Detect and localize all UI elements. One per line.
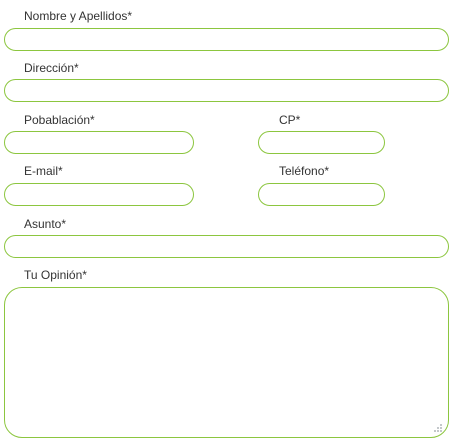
poblacion-label: Pobablación* [24, 113, 95, 127]
opinion-textarea[interactable] [4, 287, 449, 438]
email-input[interactable] [4, 183, 194, 206]
nombre-input[interactable] [4, 28, 449, 51]
telefono-input[interactable] [258, 183, 385, 206]
opinion-label: Tu Opinión* [24, 268, 87, 282]
asunto-input[interactable] [4, 235, 449, 258]
direccion-input[interactable] [4, 79, 449, 102]
resize-grip-icon[interactable] [433, 423, 443, 433]
email-label: E-mail* [24, 164, 63, 178]
cp-input[interactable] [258, 131, 385, 154]
asunto-label: Asunto* [24, 217, 67, 231]
poblacion-input[interactable] [4, 131, 194, 154]
cp-label: CP* [279, 113, 301, 127]
telefono-label: Teléfono* [279, 164, 330, 178]
nombre-label: Nombre y Apellidos* [24, 9, 133, 23]
direccion-label: Dirección* [24, 61, 79, 75]
